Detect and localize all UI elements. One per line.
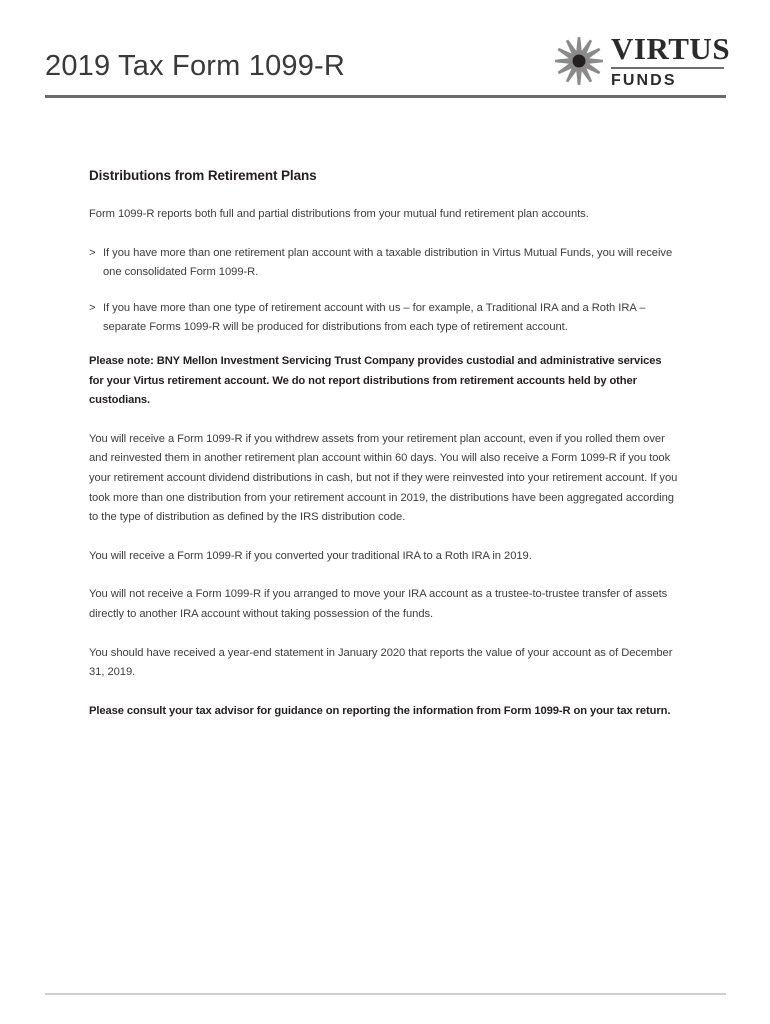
logo-subtext: FUNDS [611, 72, 677, 89]
bullet-marker-icon: > [89, 246, 96, 259]
list-item [89, 299, 679, 338]
header-divider [45, 95, 726, 98]
closing-advisory: Please consult your tax advisor for guidance on reporting the information from Form 1099-R on your tax return. [89, 704, 671, 717]
section-heading: Distributions from Retirement Plans [89, 168, 317, 183]
logo-wordmark: VIRTUS [611, 31, 731, 66]
paragraph-trustee-transfer: You will not receive a Form 1099-R if you arranged to move your IRA account as a trustee-to-trustee transfer of assets directly to another IRA account without taking possession of the funds. [89, 588, 668, 620]
document-body [89, 168, 679, 740]
intro-paragraph: Form 1099-R reports both full and partial distributions from your mutual fund retirement plan accounts. [89, 208, 589, 220]
page-header [45, 30, 731, 96]
bullet-list [89, 244, 679, 338]
footer-divider [45, 993, 726, 995]
list-item-text: If you have more than one retirement plan account with a taxable distribution in Virtus Mutual Funds, you will receive one consolidated Form 1099-R. [103, 246, 673, 279]
please-note-paragraph: Please note: BNY Mellon Investment Servicing Trust Company provides custodial and administrative services for your Virtus retirement account. We do not report distributions from retirement accounts held by other custodians. [89, 354, 662, 407]
paragraph-roth-conversion: You will receive a Form 1099-R if you converted your traditional IRA to a Roth IRA in 2019. [89, 549, 532, 562]
list-item [89, 244, 679, 283]
page-title: 2019 Tax Form 1099-R [45, 50, 346, 82]
list-item-text: If you have more than one type of retirement account with us – for example, a Traditional IRA and a Roth IRA – separate Forms 1099-R will be produced for distributions from each type of retirement account. [103, 301, 646, 334]
bullet-marker-icon: > [89, 301, 96, 314]
logo-divider [611, 67, 724, 69]
virtus-funds-logo [553, 30, 731, 92]
logo-text-block [611, 31, 731, 89]
starburst-icon [553, 35, 605, 87]
paragraph-withdrawals: You will receive a Form 1099-R if you withdrew assets from your retirement plan account, even if you rolled them over and reinvested them in another retirement plan account within 60 days. You will also receive a Form 1099-R if you took your retirement account dividend distributions in cash, but not if they were reinvested into your retirement account. If you took more than one distribution from your retirement account in 2019, the distributions have been aggregated according to the type of distribution as defined by the IRS distribution code. [89, 432, 678, 524]
paragraph-year-end-statement: You should have received a year-end statement in January 2020 that reports the value of your account as of December 31, 2019. [89, 646, 673, 679]
